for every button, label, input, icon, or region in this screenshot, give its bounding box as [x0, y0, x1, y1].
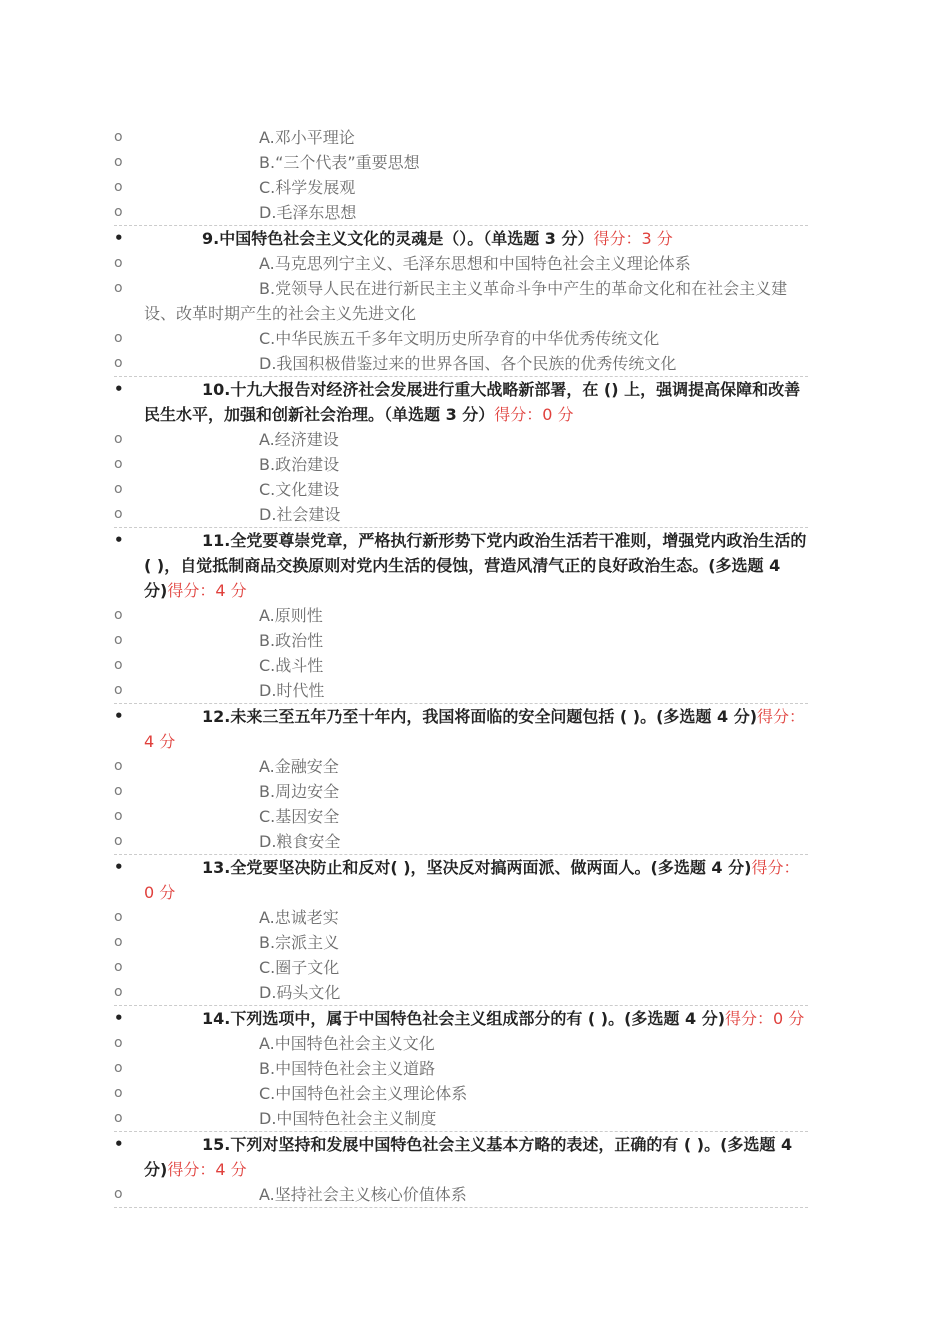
question-score: 得分：3 分	[593, 229, 673, 248]
option-q14-a	[114, 1031, 808, 1056]
option-marker: o	[114, 1110, 123, 1126]
option-marker: o	[114, 632, 123, 648]
option-text: B.政治性	[259, 631, 324, 650]
option-marker: o	[114, 280, 123, 296]
option-q11-d	[114, 678, 808, 703]
question-12	[114, 704, 808, 754]
option-q9-a	[114, 251, 808, 276]
option-q9-d	[114, 351, 808, 376]
option-text: A.金融安全	[259, 757, 339, 776]
option-q13-a	[114, 905, 808, 930]
option-q12-c	[114, 804, 808, 829]
option-text: B.周边安全	[259, 782, 340, 801]
option-q14-b	[114, 1056, 808, 1081]
option-marker: o	[114, 758, 123, 774]
quiz-list	[114, 125, 808, 1208]
option-marker: o	[114, 431, 123, 447]
question-score: 得分：0 分	[494, 405, 574, 424]
option-q14-d	[114, 1106, 808, 1131]
option-marker: o	[114, 481, 123, 497]
option-text: C.科学发展观	[259, 178, 356, 197]
option-marker: o	[114, 255, 123, 271]
option-text: D.码头文化	[259, 983, 341, 1002]
option-text: D.粮食安全	[259, 832, 341, 851]
option-q13-c	[114, 955, 808, 980]
option-text: B.“三个代表”重要思想	[259, 153, 420, 172]
option-q13-b	[114, 930, 808, 955]
question-text: 11.全党要尊崇党章，严格执行新形势下党内政治生活若干准则，增强党内政治生活的 ( )，自觉抵制商品交换原则对党内生活的侵蚀，营造风清气正的良好政治生态。(多选题 4 分)	[144, 531, 807, 600]
option-marker: o	[114, 682, 123, 698]
option-q12-a	[114, 754, 808, 779]
option-text: C.基因安全	[259, 807, 340, 826]
option-q11-c	[114, 653, 808, 678]
question-score: 得分：4 分	[144, 707, 806, 751]
option-marker: o	[114, 808, 123, 824]
option-marker: o	[114, 657, 123, 673]
question-9	[114, 226, 808, 251]
option-q11-b	[114, 628, 808, 653]
option-marker: o	[114, 783, 123, 799]
option-q8-c	[114, 175, 808, 200]
option-q10-c	[114, 477, 808, 502]
option-q9-b	[114, 276, 808, 326]
question-bullet: •	[114, 858, 124, 876]
question-bullet: •	[114, 1135, 124, 1153]
option-marker: o	[114, 934, 123, 950]
question-bullet: •	[114, 531, 124, 549]
option-text: A.经济建设	[259, 430, 339, 449]
option-marker: o	[114, 607, 123, 623]
option-text: A.坚持社会主义核心价值体系	[259, 1185, 467, 1204]
option-q13-d	[114, 980, 808, 1005]
option-marker: o	[114, 959, 123, 975]
option-marker: o	[114, 154, 123, 170]
option-q10-a	[114, 427, 808, 452]
option-q10-b	[114, 452, 808, 477]
option-q8-d	[114, 200, 808, 225]
question-score: 得分：4 分	[167, 581, 247, 600]
question-15	[114, 1132, 808, 1182]
option-text: C.圈子文化	[259, 958, 340, 977]
option-q12-d	[114, 829, 808, 854]
option-text: B.党领导人民在进行新民主主义革命斗争中产生的革命文化和在社会主义建设、改革时期产生的社会主义先进文化	[144, 279, 788, 323]
question-10	[114, 377, 808, 427]
option-q11-a	[114, 603, 808, 628]
question-text: 14.下列选项中，属于中国特色社会主义组成部分的有 ( )。(多选题 4 分)	[202, 1009, 726, 1028]
question-text: 10.十九大报告对经济社会发展进行重大战略新部署，在 () 上，强调提高保障和改善民生水平，加强和创新社会治理。（单选题 3 分）	[144, 380, 801, 424]
option-marker: o	[114, 833, 123, 849]
option-text: D.社会建设	[259, 505, 341, 524]
option-marker: o	[114, 129, 123, 145]
option-marker: o	[114, 909, 123, 925]
option-text: A.马克思列宁主义、毛泽东思想和中国特色社会主义理论体系	[259, 254, 691, 273]
question-11	[114, 528, 808, 603]
question-bullet: •	[114, 707, 124, 725]
option-q10-d	[114, 502, 808, 527]
separator	[114, 1207, 808, 1208]
question-13	[114, 855, 808, 905]
option-text: A.原则性	[259, 606, 323, 625]
question-text: 9.中国特色社会主义文化的灵魂是（）。（单选题 3 分）	[202, 229, 594, 248]
question-text: 15.下列对坚持和发展中国特色社会主义基本方略的表述，正确的有 ( )。(多选题 4 分)	[144, 1135, 793, 1179]
question-text: 13.全党要坚决防止和反对( )，坚决反对搞两面派、做两面人。(多选题 4 分)	[202, 858, 752, 877]
option-text: B.中国特色社会主义道路	[259, 1059, 436, 1078]
option-text: C.中国特色社会主义理论体系	[259, 1084, 468, 1103]
option-marker: o	[114, 355, 123, 371]
option-text: D.我国积极借鉴过来的世界各国、各个民族的优秀传统文化	[259, 354, 677, 373]
option-text: C.战斗性	[259, 656, 324, 675]
option-text: D.毛泽东思想	[259, 203, 357, 222]
option-text: A.忠诚老实	[259, 908, 339, 927]
option-marker: o	[114, 1085, 123, 1101]
question-score: 得分：0 分	[144, 858, 800, 902]
option-text: C.中华民族五千多年文明历史所孕育的中华优秀传统文化	[259, 329, 660, 348]
option-marker: o	[114, 1035, 123, 1051]
option-text: C.文化建设	[259, 480, 340, 499]
option-marker: o	[114, 506, 123, 522]
option-q12-b	[114, 779, 808, 804]
option-q8-a	[114, 125, 808, 150]
option-q9-c	[114, 326, 808, 351]
option-marker: o	[114, 456, 123, 472]
question-score: 得分：4 分	[167, 1160, 247, 1179]
option-marker: o	[114, 984, 123, 1000]
question-bullet: •	[114, 380, 124, 398]
option-text: A.邓小平理论	[259, 128, 355, 147]
option-q8-b	[114, 150, 808, 175]
option-text: D.时代性	[259, 681, 325, 700]
option-marker: o	[114, 330, 123, 346]
option-marker: o	[114, 1186, 123, 1202]
option-text: A.中国特色社会主义文化	[259, 1034, 435, 1053]
question-bullet: •	[114, 229, 124, 247]
option-marker: o	[114, 204, 123, 220]
option-q15-a	[114, 1182, 808, 1207]
question-14	[114, 1006, 808, 1031]
option-marker: o	[114, 1060, 123, 1076]
question-text: 12.未来三至五年乃至十年内，我国将面临的安全问题包括 ( )。(多选题 4 分)	[202, 707, 758, 726]
question-score: 得分：0 分	[725, 1009, 805, 1028]
option-text: B.政治建设	[259, 455, 340, 474]
question-bullet: •	[114, 1009, 124, 1027]
option-q14-c	[114, 1081, 808, 1106]
option-marker: o	[114, 179, 123, 195]
option-text: B.宗派主义	[259, 933, 340, 952]
option-text: D.中国特色社会主义制度	[259, 1109, 437, 1128]
